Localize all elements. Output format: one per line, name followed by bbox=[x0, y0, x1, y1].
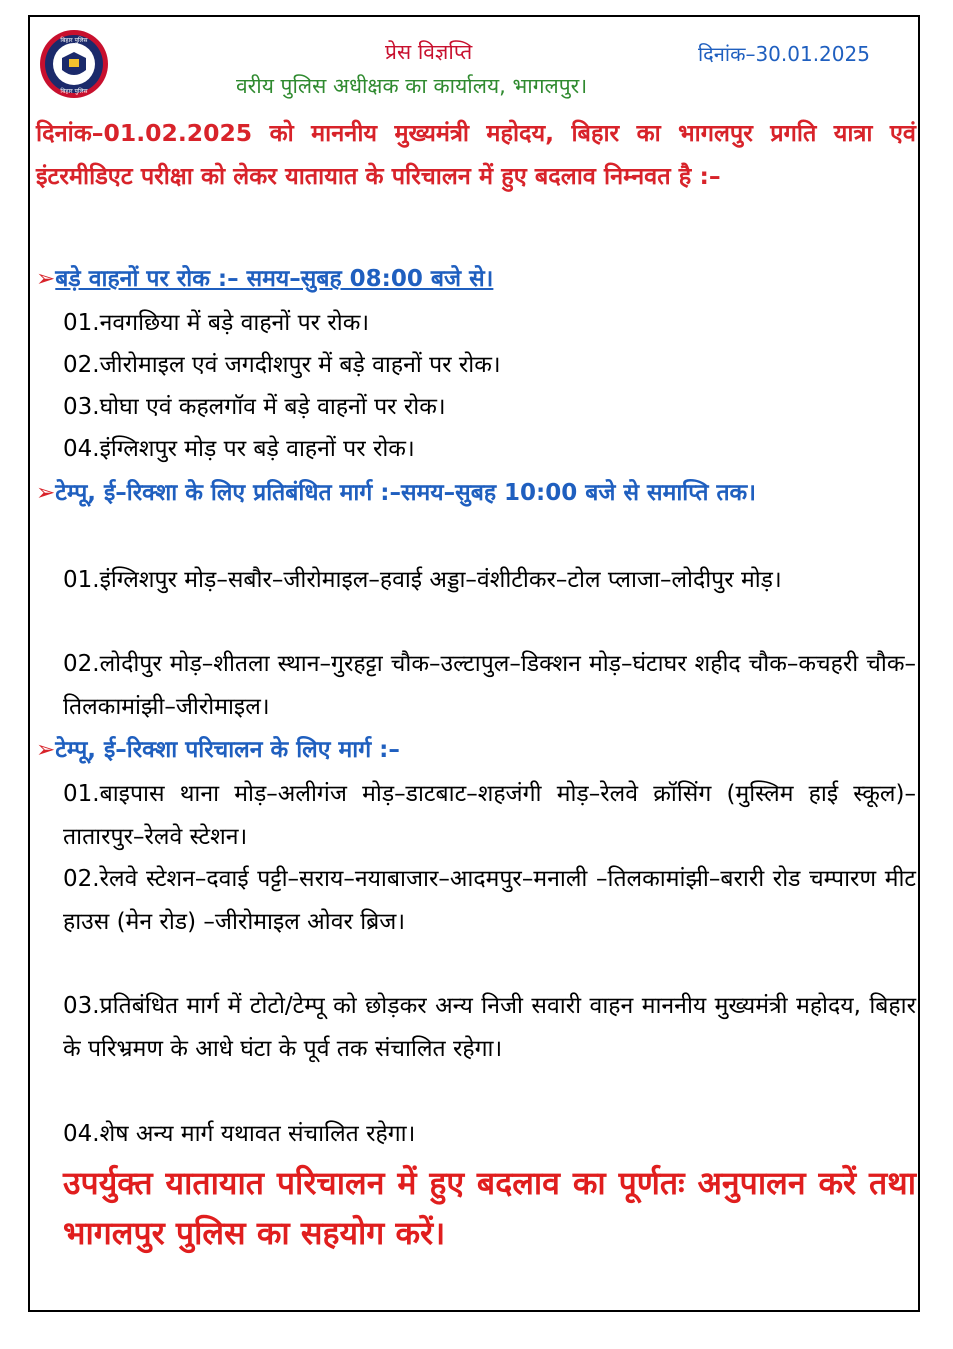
intro-paragraph: दिनांक–01.02.2025 को माननीय मुख्यमंत्री महोदय, बिहार का भागलपुर प्रगति यात्रा एवं इंटरमीडिएट परीक्षा को लेकर यातायात के परिचालन में हुए बदलाव निम्नवत है :– bbox=[36, 119, 916, 190]
release-date: दिनांक–30.01.2025 bbox=[698, 42, 870, 66]
list-item: 01.बाइपास थाना मोड़–अलीगंज मोड़–डाटबाट–शहजंगी मोड़–रेलवे क्रॉसिंग (मुस्लिम हाई स्कूल)–तातारपुर–रेलवे स्टेशन। bbox=[63, 781, 916, 850]
logo-bottom-text: बिहार पुलिस bbox=[60, 88, 88, 95]
section-heavy-vehicle-ban bbox=[36, 258, 916, 301]
press-release-title: प्रेस विज्ञप्ति bbox=[385, 40, 473, 64]
section-restricted-routes bbox=[36, 472, 916, 515]
list-item: 03.प्रतिबंधित मार्ग में टोटो/टेम्पू को छोड़कर अन्य निजी सवारी वाहन माननीय मुख्यमंत्री महोदय, बिहार के परिभ्रमण के आधे घंटा के पूर्व तक संचालित रहेगा। bbox=[63, 993, 916, 1062]
arrow-bullet-icon: ➢ bbox=[36, 266, 56, 292]
list-item: 03.घोघा एवं कहलगॉव में बड़े वाहनों पर रोक। bbox=[63, 394, 446, 420]
section-heading: टेम्पू, ई–रिक्शा परिचालन के लिए मार्ग :– bbox=[55, 737, 400, 763]
list-item: 04.इंग्लिशपुर मोड़ पर बड़े वाहनों पर रोक। bbox=[63, 436, 415, 462]
section-heading: बड़े वाहनों पर रोक :– समय–सुबह 08:00 बजे से। bbox=[55, 266, 494, 292]
bihar-police-logo-icon bbox=[38, 28, 110, 100]
section-permitted-routes bbox=[36, 729, 916, 772]
arrow-bullet-icon: ➢ bbox=[36, 737, 56, 763]
section-heading: टेम्पू, ई–रिक्शा के लिए प्रतिबंधित मार्ग :–समय–सुबह 10:00 बजे से समाप्ति तक। bbox=[55, 480, 756, 506]
logo-top-text: बिहार पुलिस bbox=[60, 37, 88, 44]
list-item: 04.शेष अन्य मार्ग यथावत संचालित रहेगा। bbox=[63, 1121, 416, 1147]
list-item: 02.लोदीपुर मोड़–शीतला स्थान–गुरहट्टा चौक–उल्टापुल–डिक्शन मोड़–घंटाघर शहीद चौक–कचहरी चौक–तिलकामांझी–जीरोमाइल। bbox=[63, 651, 916, 720]
list-item: 02.रेलवे स्टेशन–दवाई पट्टी–सराय–नयाबाजार–आदमपुर–मनाली –तिलकामांझी–बरारी रोड चम्पारण मीट हाउस (मेन रोड) –जीरोमाइल ओवर ब्रिज। bbox=[63, 866, 916, 935]
office-name: वरीय पुलिस अधीक्षक का कार्यालय, भागलपुर। bbox=[236, 74, 588, 98]
closing-appeal: उपर्युक्त यातायात परिचालन में हुए बदलाव का पूर्णतः अनुपालन करें तथा भागलपुर पुलिस का सहयोग करें। bbox=[63, 1164, 916, 1252]
list-item: 01.नवगछिया में बड़े वाहनों पर रोक। bbox=[63, 310, 370, 336]
arrow-bullet-icon: ➢ bbox=[36, 480, 56, 506]
list-item: 02.जीरोमाइल एवं जगदीशपुर में बड़े वाहनों पर रोक। bbox=[63, 352, 501, 378]
list-item: 01.इंग्लिशपुर मोड़–सबौर–जीरोमाइल–हवाई अड्डा–वंशीटीकर–टोल प्लाजा–लोदीपुर मोड़। bbox=[63, 567, 782, 593]
